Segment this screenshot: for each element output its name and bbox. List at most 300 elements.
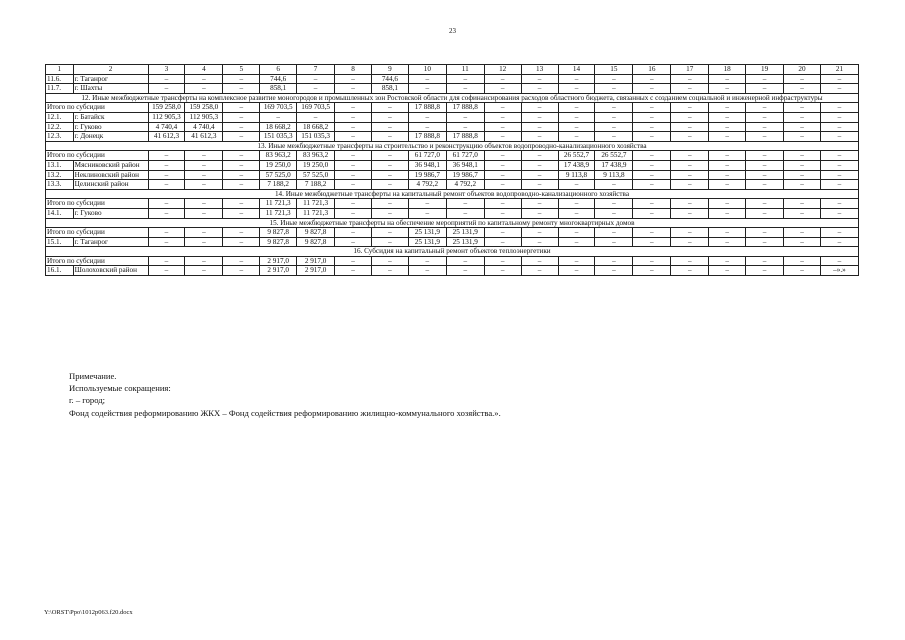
value-cell: – <box>185 199 223 209</box>
value-cell: – <box>335 74 372 84</box>
value-cell: – <box>784 151 821 161</box>
value-cell: – <box>223 237 260 247</box>
value-cell: – <box>633 103 671 113</box>
value-cell: – <box>521 122 558 132</box>
value-cell: 26 552,7 <box>595 151 633 161</box>
value-cell: – <box>595 180 633 190</box>
value-cell: – <box>633 199 671 209</box>
value-cell: – <box>709 103 746 113</box>
value-cell: – <box>671 228 709 238</box>
value-cell: – <box>484 122 521 132</box>
value-cell: – <box>633 266 671 276</box>
table-row <box>46 208 859 218</box>
value-cell: – <box>784 132 821 142</box>
header-number-cell: 20 <box>784 65 821 75</box>
value-cell: – <box>335 199 372 209</box>
value-cell: – <box>484 74 521 84</box>
municipality-name: г. Шахты <box>73 84 148 94</box>
value-cell: – <box>223 103 260 113</box>
value-cell: 4 792,2 <box>446 180 484 190</box>
header-number-cell: 10 <box>408 65 446 75</box>
value-cell: – <box>521 208 558 218</box>
value-cell: – <box>223 112 260 122</box>
header-number-cell: 12 <box>484 65 521 75</box>
value-cell: – <box>185 180 223 190</box>
value-cell: – <box>521 132 558 142</box>
value-cell: 744,6 <box>371 74 408 84</box>
value-cell: – <box>709 84 746 94</box>
value-cell: – <box>148 266 185 276</box>
header-number-row <box>46 65 859 75</box>
header-number-cell: 1 <box>46 65 74 75</box>
value-cell: – <box>371 256 408 266</box>
value-cell: – <box>297 112 335 122</box>
value-cell: – <box>408 208 446 218</box>
value-cell: – <box>558 132 595 142</box>
value-cell: 169 703,5 <box>260 103 297 113</box>
value-cell: – <box>671 160 709 170</box>
value-cell: 83 963,2 <box>297 151 335 161</box>
value-cell: – <box>595 112 633 122</box>
value-cell: – <box>633 170 671 180</box>
value-cell: – <box>335 84 372 94</box>
municipality-name: Мясниковский район <box>73 160 148 170</box>
value-cell: – <box>671 132 709 142</box>
value-cell: – <box>446 199 484 209</box>
table-row <box>46 74 859 84</box>
value-cell: – <box>595 266 633 276</box>
value-cell: – <box>595 103 633 113</box>
value-cell: – <box>408 199 446 209</box>
value-cell: – <box>484 103 521 113</box>
value-cell: – <box>820 256 858 266</box>
header-number-cell: 4 <box>185 65 223 75</box>
total-row <box>46 151 859 161</box>
value-cell: – <box>595 132 633 142</box>
value-cell: – <box>408 84 446 94</box>
value-cell: 17 888,8 <box>408 103 446 113</box>
section-title-row <box>46 189 859 199</box>
value-cell: – <box>148 74 185 84</box>
table-row <box>46 84 859 94</box>
value-cell: – <box>223 132 260 142</box>
value-cell: – <box>297 84 335 94</box>
value-cell: – <box>784 208 821 218</box>
value-cell: 41 612,3 <box>185 132 223 142</box>
value-cell: 169 703,5 <box>297 103 335 113</box>
value-cell: – <box>408 256 446 266</box>
value-cell: – <box>223 74 260 84</box>
value-cell: – <box>558 84 595 94</box>
value-cell: – <box>746 112 784 122</box>
value-cell: – <box>820 132 858 142</box>
value-cell: – <box>371 103 408 113</box>
value-cell: – <box>446 112 484 122</box>
row-number: 12.2. <box>46 122 74 132</box>
value-cell: – <box>335 228 372 238</box>
header-number-cell: 14 <box>558 65 595 75</box>
value-cell: – <box>595 237 633 247</box>
value-cell: 18 668,2 <box>260 122 297 132</box>
section-title-row <box>46 218 859 228</box>
value-cell: 25 131,9 <box>446 237 484 247</box>
municipality-name: Неклиновский район <box>73 170 148 180</box>
total-label: Итого по субсидии <box>46 103 149 113</box>
value-cell: – <box>709 180 746 190</box>
section-title-row <box>46 93 859 103</box>
value-cell: – <box>446 208 484 218</box>
value-cell: – <box>633 74 671 84</box>
value-cell: 19 250,0 <box>260 160 297 170</box>
value-cell: 26 552,7 <box>558 151 595 161</box>
total-label: Итого по субсидии <box>46 151 149 161</box>
value-cell: – <box>784 112 821 122</box>
value-cell: 11 721,3 <box>260 208 297 218</box>
value-cell: – <box>148 170 185 180</box>
value-cell: – <box>223 160 260 170</box>
value-cell: 11 721,3 <box>297 199 335 209</box>
value-cell: 151 035,3 <box>297 132 335 142</box>
header-number-cell: 11 <box>446 65 484 75</box>
header-number-cell: 6 <box>260 65 297 75</box>
value-cell: – <box>521 256 558 266</box>
value-cell: – <box>784 228 821 238</box>
value-cell: – <box>633 112 671 122</box>
value-cell: – <box>820 160 858 170</box>
value-cell: 4 740,4 <box>148 122 185 132</box>
value-cell: 159 258,0 <box>148 103 185 113</box>
value-cell: – <box>820 103 858 113</box>
value-cell: – <box>148 208 185 218</box>
value-cell: – <box>595 256 633 266</box>
value-cell: – <box>484 112 521 122</box>
value-cell: – <box>820 170 858 180</box>
value-cell: 17 888,8 <box>446 103 484 113</box>
value-cell: – <box>335 208 372 218</box>
value-cell: – <box>521 74 558 84</box>
value-cell: – <box>746 84 784 94</box>
row-number: 11.6. <box>46 74 74 84</box>
value-cell: – <box>185 208 223 218</box>
value-cell: – <box>746 122 784 132</box>
value-cell: – <box>446 74 484 84</box>
value-cell: – <box>408 112 446 122</box>
value-cell: – <box>371 228 408 238</box>
value-cell: – <box>671 74 709 84</box>
header-number-cell: 3 <box>148 65 185 75</box>
value-cell: – <box>633 84 671 94</box>
value-cell: – <box>408 122 446 132</box>
section-title-row <box>46 247 859 257</box>
value-cell: – <box>148 84 185 94</box>
value-cell: 19 250,0 <box>297 160 335 170</box>
value-cell: – <box>408 74 446 84</box>
value-cell: 2 917,0 <box>297 256 335 266</box>
value-cell: – <box>595 228 633 238</box>
value-cell: – <box>223 266 260 276</box>
value-cell: – <box>671 266 709 276</box>
value-cell: – <box>820 122 858 132</box>
value-cell: – <box>484 132 521 142</box>
municipality-name: г. Таганрог <box>73 74 148 84</box>
value-cell: – <box>633 228 671 238</box>
value-cell: – <box>709 256 746 266</box>
value-cell: – <box>223 228 260 238</box>
value-cell: 18 668,2 <box>297 122 335 132</box>
value-cell: – <box>521 237 558 247</box>
header-number-cell: 15 <box>595 65 633 75</box>
value-cell: – <box>709 160 746 170</box>
value-cell: – <box>484 256 521 266</box>
value-cell: – <box>446 84 484 94</box>
value-cell: – <box>148 199 185 209</box>
value-cell: – <box>521 160 558 170</box>
value-cell: – <box>371 170 408 180</box>
value-cell: – <box>558 199 595 209</box>
municipality-name: г. Донецк <box>73 132 148 142</box>
value-cell: 2 917,0 <box>260 266 297 276</box>
value-cell: – <box>335 180 372 190</box>
value-cell: – <box>297 74 335 84</box>
table-row <box>46 237 859 247</box>
header-number-cell: 18 <box>709 65 746 75</box>
value-cell: 19 986,7 <box>446 170 484 180</box>
value-cell: – <box>595 74 633 84</box>
total-row <box>46 103 859 113</box>
value-cell: 9 827,8 <box>297 228 335 238</box>
header-number-cell: 7 <box>297 65 335 75</box>
value-cell: – <box>371 180 408 190</box>
value-cell: – <box>784 160 821 170</box>
row-number: 15.1. <box>46 237 74 247</box>
subsidy-table <box>45 64 859 276</box>
value-cell: – <box>671 180 709 190</box>
note-title: Примечание. <box>69 371 117 381</box>
value-cell: – <box>558 208 595 218</box>
value-cell: – <box>671 122 709 132</box>
value-cell: – <box>484 208 521 218</box>
value-cell: – <box>446 256 484 266</box>
value-cell: – <box>633 208 671 218</box>
value-cell: – <box>335 266 372 276</box>
value-cell: – <box>223 122 260 132</box>
value-cell: – <box>709 112 746 122</box>
value-cell: – <box>484 199 521 209</box>
value-cell: 17 888,8 <box>408 132 446 142</box>
value-cell: – <box>820 74 858 84</box>
value-cell: – <box>335 170 372 180</box>
value-cell: 9 827,8 <box>260 228 297 238</box>
value-cell: – <box>484 151 521 161</box>
value-cell: – <box>820 199 858 209</box>
value-cell: 17 888,8 <box>446 132 484 142</box>
section-title: 14. Иные межбюджетные трансферты на капитальный ремонт объектов водопроводно-канализационного хозяйства <box>46 189 859 199</box>
value-cell: 7 188,2 <box>297 180 335 190</box>
value-cell: – <box>408 266 446 276</box>
value-cell: – <box>484 170 521 180</box>
value-cell: 2 917,0 <box>297 266 335 276</box>
value-cell: – <box>746 103 784 113</box>
value-cell: – <box>223 208 260 218</box>
value-cell: – <box>371 160 408 170</box>
value-cell: – <box>558 237 595 247</box>
value-cell: – <box>484 180 521 190</box>
row-number: 11.7. <box>46 84 74 94</box>
value-cell: – <box>671 256 709 266</box>
municipality-name: Шолоховский район <box>73 266 148 276</box>
value-cell: 858,1 <box>371 84 408 94</box>
value-cell: – <box>558 180 595 190</box>
value-cell: – <box>148 228 185 238</box>
value-cell: – <box>371 208 408 218</box>
value-cell: – <box>784 122 821 132</box>
value-cell: – <box>521 180 558 190</box>
value-cell: 83 963,2 <box>260 151 297 161</box>
value-cell: – <box>709 132 746 142</box>
header-number-cell: 17 <box>671 65 709 75</box>
value-cell: 9 113,8 <box>595 170 633 180</box>
table-row <box>46 122 859 132</box>
value-cell: 61 727,0 <box>446 151 484 161</box>
value-cell: – <box>633 132 671 142</box>
total-label: Итого по субсидии <box>46 199 149 209</box>
value-cell: 41 612,3 <box>148 132 185 142</box>
value-cell: 7 188,2 <box>260 180 297 190</box>
value-cell: – <box>746 151 784 161</box>
municipality-name: г. Гуково <box>73 208 148 218</box>
row-number: 12.3. <box>46 132 74 142</box>
table-row <box>46 266 859 276</box>
value-cell: – <box>746 208 784 218</box>
value-cell: – <box>709 266 746 276</box>
value-cell: – <box>335 160 372 170</box>
value-cell: – <box>709 170 746 180</box>
table-row <box>46 170 859 180</box>
value-cell: – <box>595 199 633 209</box>
value-cell: – <box>335 122 372 132</box>
value-cell: 9 827,8 <box>260 237 297 247</box>
file-path-footer: Y:\ORST\Ppo\1012p063.f20.docx <box>44 609 133 616</box>
row-number: 12.1. <box>46 112 74 122</box>
value-cell: – <box>484 84 521 94</box>
row-number: 13.3. <box>46 180 74 190</box>
value-cell: – <box>521 170 558 180</box>
section-title-row <box>46 141 859 151</box>
value-cell: – <box>784 237 821 247</box>
value-cell: – <box>148 180 185 190</box>
value-cell: – <box>784 266 821 276</box>
value-cell: – <box>335 103 372 113</box>
value-cell: – <box>521 228 558 238</box>
total-row <box>46 228 859 238</box>
value-cell: – <box>820 151 858 161</box>
value-cell: – <box>746 266 784 276</box>
value-cell: 2 917,0 <box>260 256 297 266</box>
value-cell: – <box>185 84 223 94</box>
header-number-cell: 2 <box>73 65 148 75</box>
value-cell: 4 792,2 <box>408 180 446 190</box>
value-cell: – <box>746 74 784 84</box>
value-cell: – <box>671 151 709 161</box>
value-cell: – <box>185 170 223 180</box>
value-cell: 36 948,1 <box>408 160 446 170</box>
value-cell: – <box>148 160 185 170</box>
value-cell: – <box>633 151 671 161</box>
value-cell: – <box>746 256 784 266</box>
value-cell: – <box>223 180 260 190</box>
value-cell: – <box>484 266 521 276</box>
value-cell: – <box>671 170 709 180</box>
value-cell: – <box>521 112 558 122</box>
table-row <box>46 180 859 190</box>
value-cell: – <box>185 237 223 247</box>
section-title: 12. Иные межбюджетные трансферты на комплексное развитие моногородов и промышленных зон Ростовской области для софинансирования расходов областного бюджета, связанных с созданием социальной и инженерной инфраструктуры <box>46 93 859 103</box>
abbreviations-header: Используемые сокращения: <box>69 383 171 394</box>
value-cell: – <box>335 237 372 247</box>
value-cell: – <box>671 103 709 113</box>
value-cell: 112 905,3 <box>148 112 185 122</box>
header-number-cell: 19 <box>746 65 784 75</box>
value-cell: –».» <box>820 266 858 276</box>
table-body <box>46 65 859 276</box>
table-row <box>46 160 859 170</box>
value-cell: 4 740,4 <box>185 122 223 132</box>
value-cell: – <box>671 237 709 247</box>
value-cell: – <box>746 228 784 238</box>
abbreviation-fund: Фонд содействия реформированию ЖКХ – Фонд содействия реформированию жилищно-коммунального хозяйства.». <box>69 407 501 418</box>
value-cell: – <box>185 74 223 84</box>
header-number-cell: 9 <box>371 65 408 75</box>
value-cell: – <box>185 151 223 161</box>
value-cell: – <box>709 199 746 209</box>
value-cell: – <box>558 228 595 238</box>
abbreviation-city: г. – город; <box>69 395 106 406</box>
value-cell: 36 948,1 <box>446 160 484 170</box>
value-cell: – <box>746 132 784 142</box>
row-number: 13.1. <box>46 160 74 170</box>
municipality-name: г. Гуково <box>73 122 148 132</box>
value-cell: – <box>784 170 821 180</box>
value-cell: – <box>746 199 784 209</box>
total-label: Итого по субсидии <box>46 228 149 238</box>
value-cell: – <box>148 256 185 266</box>
value-cell: – <box>223 84 260 94</box>
value-cell: – <box>820 228 858 238</box>
value-cell: – <box>185 228 223 238</box>
value-cell: – <box>709 74 746 84</box>
municipality-name: г. Батайск <box>73 112 148 122</box>
value-cell: – <box>446 122 484 132</box>
value-cell: – <box>820 208 858 218</box>
value-cell: 112 905,3 <box>185 112 223 122</box>
value-cell: – <box>820 180 858 190</box>
value-cell: – <box>558 112 595 122</box>
value-cell: – <box>820 112 858 122</box>
value-cell: – <box>371 199 408 209</box>
value-cell: – <box>148 237 185 247</box>
value-cell: – <box>371 122 408 132</box>
value-cell: – <box>709 228 746 238</box>
value-cell: – <box>335 256 372 266</box>
value-cell: – <box>746 237 784 247</box>
value-cell: – <box>371 112 408 122</box>
value-cell: 17 438,9 <box>595 160 633 170</box>
value-cell: 61 727,0 <box>408 151 446 161</box>
value-cell: – <box>223 151 260 161</box>
value-cell: – <box>633 256 671 266</box>
page-number: 23 <box>449 27 456 35</box>
value-cell: – <box>521 103 558 113</box>
